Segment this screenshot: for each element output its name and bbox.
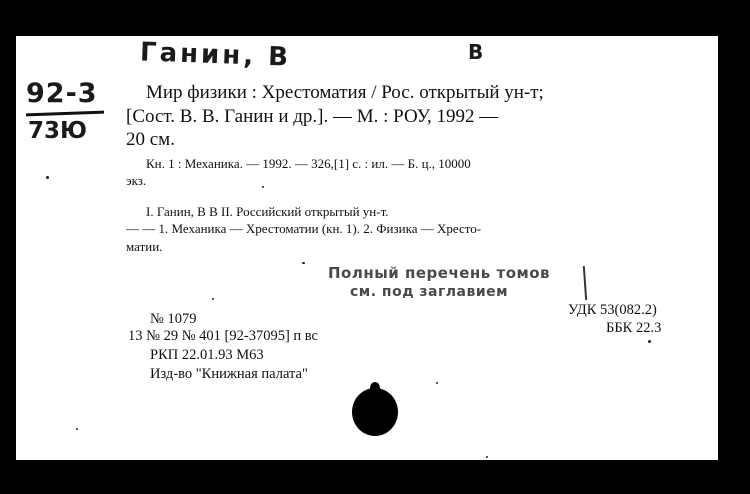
- stamp-line-1: Полный перечень томов: [328, 264, 551, 282]
- speck: [262, 186, 264, 188]
- shelf-mark-top: 92-3: [26, 78, 98, 109]
- stamp-line-2: см. под заглавием: [350, 284, 509, 300]
- speck: [486, 456, 488, 458]
- volume-line-1: Кн. 1 : Механика. — 1992. — 326,[1] с. : ил. — Б. ц., 10000: [146, 156, 471, 171]
- title-line-3: 20 см.: [126, 129, 175, 150]
- catalog-card: [16, 36, 718, 460]
- speck: [212, 298, 214, 300]
- publisher-line: Изд-во "Книжная палата": [150, 366, 308, 382]
- subjects-line-1: I. Ганин, В В II. Российский открытый ун-т.: [146, 204, 389, 219]
- record-line: 13 № 29 № 401 [92-37095] п вс: [128, 328, 318, 344]
- subjects-line-3: матии.: [126, 239, 163, 254]
- card-number: № 1079: [150, 311, 197, 327]
- volume-line-2: экз.: [126, 173, 147, 188]
- title-line-1: Мир физики : Хрестоматия / Рос. открытый ун-т;: [146, 82, 544, 103]
- speck: [302, 262, 305, 264]
- subjects-line-2: — — 1. Механика — Хрестоматии (кн. 1). 2. Физика — Хресто-: [126, 221, 482, 236]
- shelf-mark-bottom: 73Ю: [28, 118, 88, 144]
- rkp-line: РКП 22.01.93 М63: [150, 347, 264, 363]
- punch-hole: [352, 388, 398, 436]
- shelf-mark-divider: [26, 111, 104, 117]
- speck: [46, 176, 49, 179]
- title-line-2: [Сост. В. В. Ганин и др.]. — М. : РОУ, 1992 —: [126, 106, 499, 127]
- speck: [76, 428, 78, 430]
- handwritten-mark: В: [468, 40, 484, 64]
- speck: [436, 382, 438, 384]
- stamp-bracket: [583, 266, 587, 300]
- bbk-code: ББК 22.3: [606, 320, 662, 336]
- handwritten-author: Ганин, В: [139, 37, 292, 73]
- udk-code: УДК 53(082.2): [568, 302, 657, 318]
- speck: [648, 340, 651, 343]
